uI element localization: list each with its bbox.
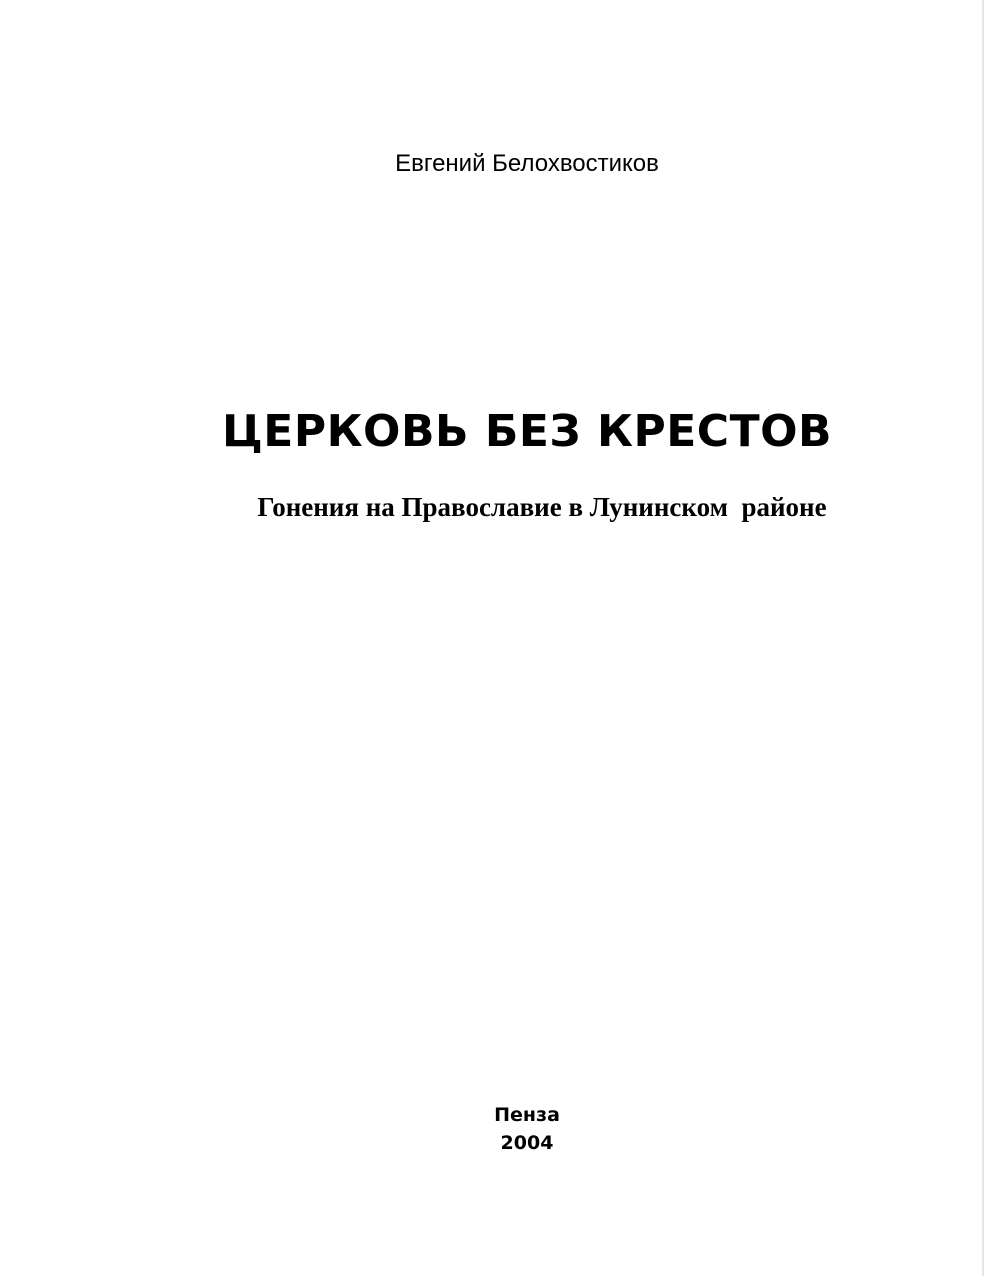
book-subtitle: Гонения на Православие в Лунинском районе	[257, 492, 827, 522]
author-name: Евгений Белохвостиков	[395, 150, 659, 177]
publication-year: 2004	[500, 1132, 554, 1154]
book-title: ЦЕРКОВЬ БЕЗ КРЕСТОВ	[221, 406, 833, 457]
imprint	[0, 1101, 984, 1157]
publication-city: Пенза	[494, 1104, 560, 1126]
